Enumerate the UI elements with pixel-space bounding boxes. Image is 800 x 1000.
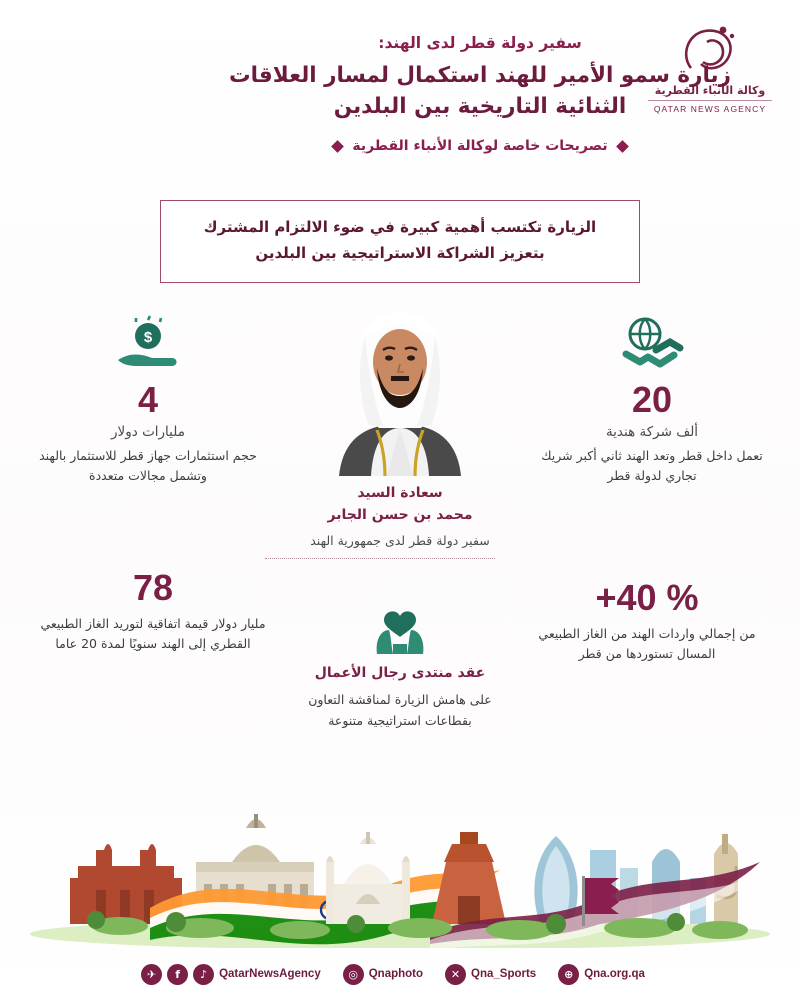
- footer-social-bar: [0, 948, 800, 1000]
- stat-unit: ألف شركة هندية: [605, 423, 699, 440]
- stat-number: 4: [137, 379, 159, 420]
- instagram-icon[interactable]: ◎: [343, 964, 364, 985]
- logo-english-text: QATAR NEWS AGENCY: [653, 104, 767, 114]
- social-group-2[interactable]: [343, 964, 437, 985]
- stat-investment: [28, 312, 268, 487]
- stat-number: +40 %: [595, 577, 699, 618]
- social-handle-qatarnewsagency: QatarNewsAgency: [219, 968, 321, 980]
- stat-unit: عقد منتدى رجال الأعمال: [314, 665, 486, 681]
- x-twitter-icon[interactable]: ✕: [445, 964, 466, 985]
- skyline-illustration: [0, 758, 800, 948]
- stat-business-forum: [290, 596, 510, 732]
- header-subline-text: تصريحات خاصة لوكالة الأنباء القطرية: [352, 138, 608, 155]
- ambassador-card: [305, 296, 495, 559]
- person-fullname: محمد بن حسن الجابر: [327, 507, 473, 524]
- website-url: Qna.org.qa: [584, 968, 645, 980]
- divider-dotted: [265, 558, 495, 559]
- header-subline: [200, 138, 760, 154]
- tiktok-icon[interactable]: ♪: [193, 964, 214, 985]
- stat-unit: مليارات دولار: [111, 423, 185, 440]
- social-handle-qnasports: Qna_Sports: [471, 968, 537, 980]
- stat-companies: [532, 312, 772, 487]
- telegram-icon[interactable]: ✈: [141, 964, 162, 985]
- svg-text:$: $: [143, 329, 153, 346]
- ambassador-portrait: [325, 296, 475, 476]
- globe-handshake-icon: [532, 312, 772, 374]
- stat-gas-deal: [28, 562, 278, 655]
- diamond-icon: [331, 140, 344, 153]
- stat-description: من إجمالي واردات الهند من الغاز الطبيعي المسال تستوردها من قطر: [538, 625, 756, 662]
- stat-description: تعمل داخل قطر وتعد الهند ثاني أكبر شريك تجاري لدولة قطر: [541, 447, 763, 484]
- hand-money-icon: [28, 312, 268, 374]
- facebook-icon[interactable]: f: [167, 964, 188, 985]
- quote-box: الزيارة تكتسب أهمية كبيرة في ضوء الالتزام المشترك بتعزيز الشراكة الاستراتيجية بين البلدين: [160, 200, 640, 283]
- stat-gas-share: [522, 572, 772, 665]
- globe-icon[interactable]: ⊕: [558, 964, 579, 985]
- logo-arabic-text: وكالة الأنباء القطرية: [654, 84, 766, 97]
- social-group-1[interactable]: [141, 964, 335, 985]
- stat-number: 20: [631, 379, 673, 420]
- social-group-4[interactable]: [558, 964, 659, 985]
- header-kicker: سفير دولة قطر لدى الهند:: [378, 34, 582, 52]
- hands-heart-icon: [290, 596, 510, 658]
- person-title: سفير دولة قطر لدى جمهورية الهند: [310, 532, 490, 548]
- page-title: زيارة سمو الأمير للهند استكمال لمسار العلاقات الثنائية التاريخية بين البلدين: [228, 63, 732, 120]
- diamond-icon: [616, 140, 629, 153]
- person-name: [305, 482, 495, 527]
- person-honorific: سعادة السيد: [357, 485, 443, 501]
- header: [200, 34, 760, 154]
- social-handle-qnaphoto: Qnaphoto: [368, 968, 424, 980]
- stat-description: حجم استثمارات جهاز قطر للاستثمار بالهند وتشمل مجالات متعددة: [39, 447, 257, 484]
- stat-description: على هامش الزيارة لمناقشة التعاون بقطاعات استراتيجية متنوعة: [308, 692, 492, 729]
- stat-description: مليار دولار قيمة اتفاقية لتوريد الغاز الطبيعي القطري إلى الهند سنويًا لمدة 20 عاما: [40, 615, 266, 652]
- social-group-3[interactable]: [445, 964, 550, 985]
- stat-number: 78: [132, 567, 174, 608]
